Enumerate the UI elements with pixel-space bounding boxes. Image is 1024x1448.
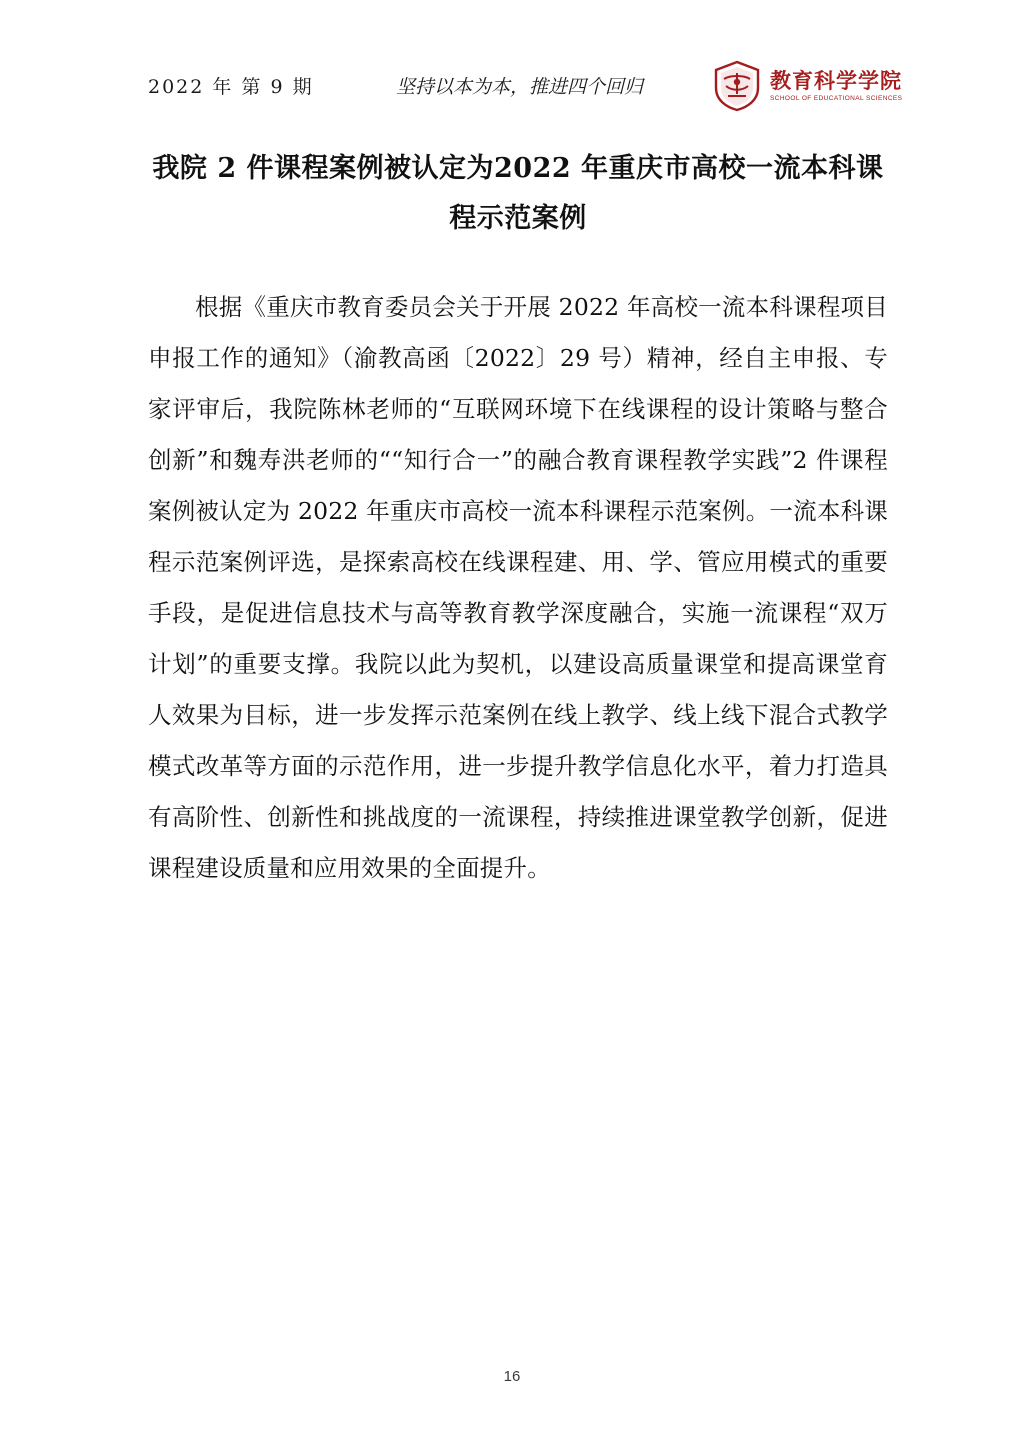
school-emblem-icon <box>712 60 762 112</box>
school-logo <box>712 58 908 114</box>
issue-line: 2022 年 第 9 期 <box>148 76 314 98</box>
logo-text-block <box>770 69 902 102</box>
header-slogan: 坚持以本为本，推进四个回归 <box>396 76 644 98</box>
page-header <box>148 58 908 120</box>
logo-name-en: SCHOOL OF EDUCATIONAL SCIENCES <box>770 95 903 103</box>
page-title: 我院 2 件课程案例被认定为2022 年重庆市高校一流本科课程示范案例 <box>152 153 884 235</box>
body-paragraph: 根据《重庆市教育委员会关于开展 2022 年高校一流本科课程项目申报工作的通知》（渝教高函〔2022〕29 号）精神，经自主申报、专家评审后，我院陈林老师的“互联网环境下在线课程的设计策略与整合创新”和魏寿洪老师的““知行合一”的融合教育课程教学实践”2 件课程案例被认定为 2022 年重庆市高校一流本科课程示范案例。一流本科课程示范案例评选，是探索高校在线课程建、用、学、管应用模式的重要手段，是促进信息技术与高等教育教学深度融合，实施一流课程“双万计划”的重要支撑。我院以此为契机，以建设高质量课堂和提高课堂育人效果为目标，进一步发挥示范案例在线上教学、线上线下混合式教学模式改革等方面的示范作用，进一步提升教学信息化水平，着力打造具有高阶性、创新性和挑战度的一流课程，持续推进课堂教学创新，促进课程建设质量和应用效果的全面提升。 <box>148 292 888 882</box>
logo-name-cn: 教育科学学院 <box>770 68 902 94</box>
page-number: 16 <box>503 1368 521 1385</box>
